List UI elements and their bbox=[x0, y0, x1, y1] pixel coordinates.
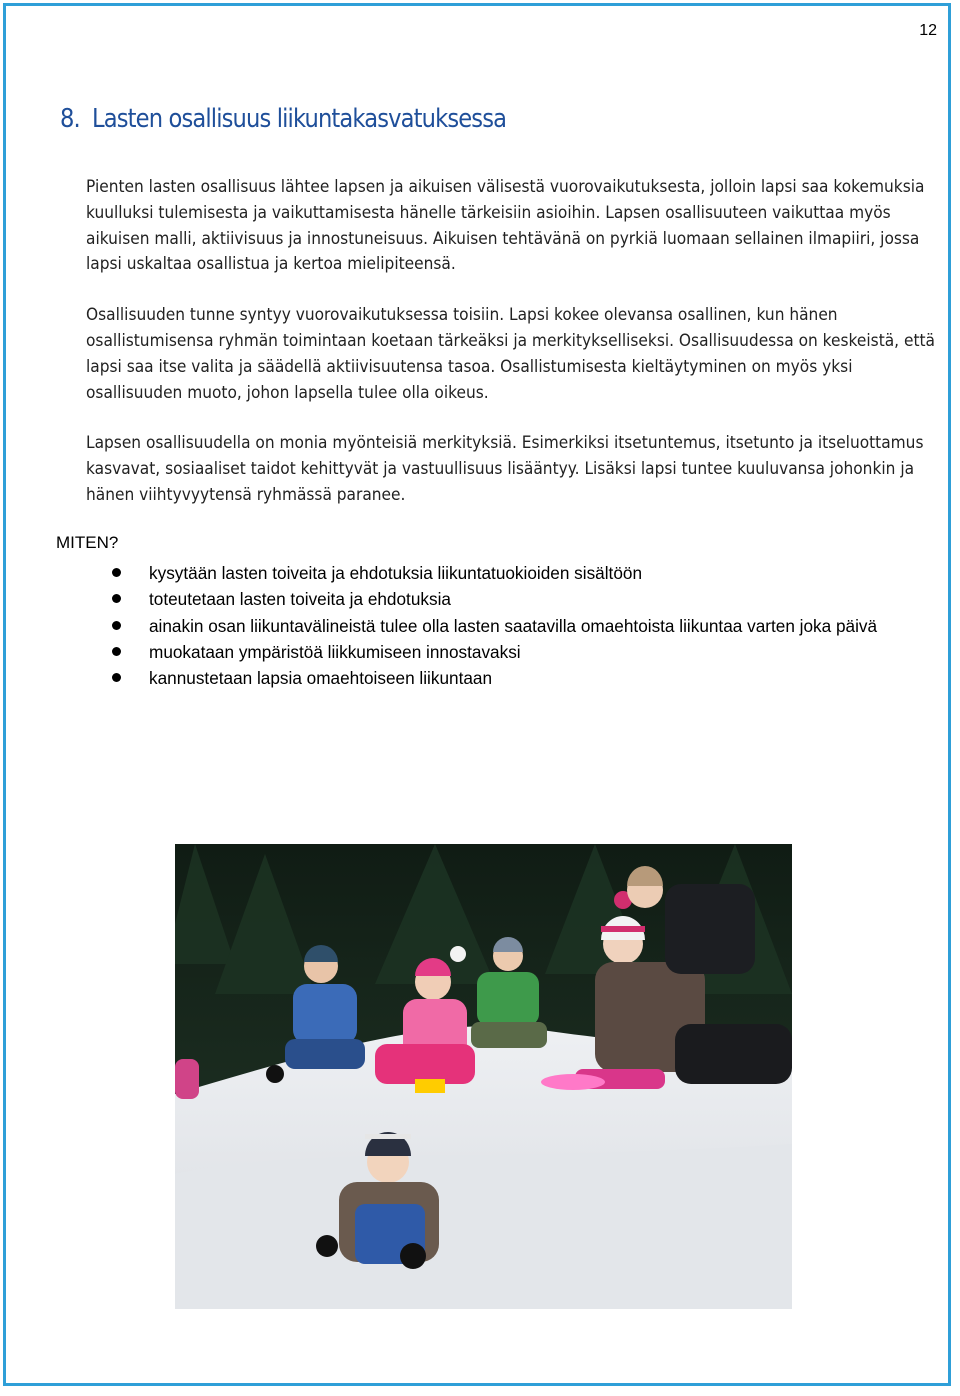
bullet-icon bbox=[112, 568, 121, 577]
bullet-icon bbox=[112, 647, 121, 656]
paragraph: Lapsen osallisuudella on monia myönteisiä merkityksiä. Esimerkiksi itsetuntemus, itsetunto ja itseluottamus kasvavat, sosiaaliset taidot kehittyvät ja vastuullisuus lisääntyy. Lisäksi lapsi tuntee kuuluvansa johonkin ja hänen viihtyvyytensä ryhmässä paranee. bbox=[86, 433, 924, 504]
body-text bbox=[86, 174, 936, 533]
miten-label: MITEN? bbox=[56, 533, 119, 552]
section-heading bbox=[60, 104, 506, 134]
list-item bbox=[108, 665, 928, 691]
bullet-icon bbox=[112, 673, 121, 682]
list-item-text: muokataan ympäristöä liikkumiseen innostavaksi bbox=[149, 641, 521, 662]
bullet-icon bbox=[112, 594, 121, 603]
list-item bbox=[108, 560, 928, 586]
bullet-icon bbox=[112, 621, 121, 630]
list-item-text: kysytään lasten toiveita ja ehdotuksia liikuntatuokioiden sisältöön bbox=[149, 563, 643, 583]
list-item-text: ainakin osan liikuntavälineistä tulee olla lasten saatavilla omaehtoista liikuntaa varten joka päivä bbox=[149, 615, 878, 636]
list-item bbox=[108, 639, 928, 665]
list-item-text: toteutetaan lasten toiveita ja ehdotuksia bbox=[149, 589, 451, 610]
page-number: 12 bbox=[919, 22, 937, 39]
bullet-list bbox=[108, 560, 928, 691]
paragraph: Pienten lasten osallisuus lähtee lapsen ja aikuisen välisestä vuorovaikutuksesta, jolloin lapsi saa kokemuksia kuulluksi tulemisesta ja vaikuttamisesta hänelle tärkeisiin asioihin. Lapsen osallisuuteen vaikuttaa myös aikuisen malli, aktiivisuus ja innostuneisuus. Aikuisen tehtävänä on pyrkiä luomaan sellainen ilmapiiri, jossa lapsi uskaltaa osallistua ja kertoa mielipiteensä. bbox=[86, 177, 925, 274]
children-snow-photo bbox=[175, 844, 792, 1309]
section-title: Lasten osallisuus liikuntakasvatuksessa bbox=[92, 104, 507, 134]
section-number: 8. bbox=[60, 104, 80, 134]
paragraph: Osallisuuden tunne syntyy vuorovaikutuksessa toisiin. Lapsi kokee olevansa osallinen, kun hänen osallistumisensa ryhmän toimintaan koetaan tärkeäksi ja merkitykselliseksi. Osallisuudessa on keskeistä, että lapsi saa itse valita ja säädellä aktiivisuutensa tasoa. Osallistumisesta kieltäytyminen on myös yksi osallisuuden muoto, johon lapsella tulee olla oikeus. bbox=[86, 305, 935, 402]
list-item bbox=[108, 613, 928, 639]
list-item-text: kannustetaan lapsia omaehtoiseen liikuntaan bbox=[149, 668, 493, 689]
list-item bbox=[108, 586, 928, 612]
